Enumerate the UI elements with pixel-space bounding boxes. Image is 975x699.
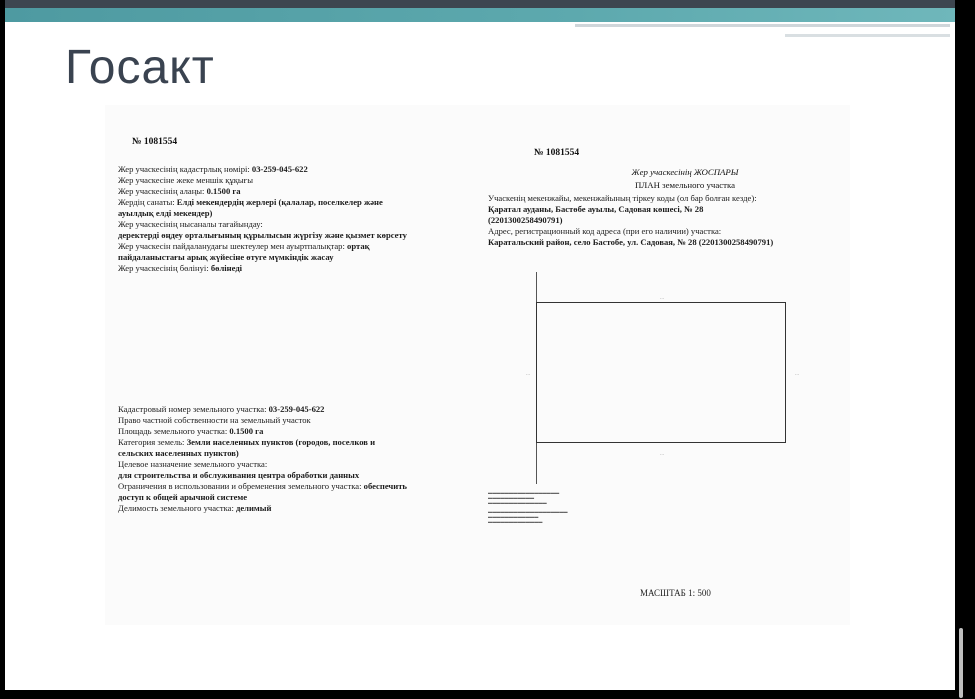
doc-line-label: Ограничения в использовании и обременения земельного участка:: [118, 481, 362, 491]
doc-line-label: Целевое назначение земельного участка:: [118, 459, 268, 469]
doc-line-value: Елді мекендердің жерлері (қалалар, поселкелер және: [174, 197, 383, 207]
slide-accent-bar: [5, 8, 955, 22]
doc-line: [118, 404, 478, 415]
doc-line: [118, 503, 478, 514]
dimension-mark: ···: [660, 452, 664, 457]
doc-line: [118, 470, 478, 481]
doc-line-label: Жер учаскесінің бөлінуі:: [118, 263, 209, 273]
doc-line: [118, 252, 478, 263]
doc-line: [118, 164, 478, 175]
doc-line: [488, 204, 828, 215]
doc-line: [118, 415, 478, 426]
land-plot-outline: [536, 302, 786, 443]
doc-line: [118, 208, 478, 219]
doc-ru-block: [118, 404, 478, 514]
doc-line: [118, 197, 478, 208]
doc-line-label: Жер учаскесіне жеке меншік құқығы: [118, 175, 253, 185]
doc-line-label: Учаскенің мекенжайы, мекенжайының тіркеу коды (ол бар болған кезде):: [488, 193, 757, 203]
doc-line: [488, 237, 828, 248]
dimension-mark: ···: [795, 372, 799, 377]
doc-line: [118, 230, 478, 241]
doc-line: [118, 186, 478, 197]
doc-line-value: 03-259-045-622: [266, 404, 325, 414]
doc-line-value: 0.1500 га: [227, 426, 264, 436]
doc-line-label: Жердің санаты:: [118, 197, 175, 207]
doc-line: [118, 175, 478, 186]
doc-line-value: сельских населенных пунктов): [118, 448, 239, 458]
doc-line: [118, 481, 478, 492]
dimension-mark: ···: [526, 372, 530, 377]
plan-title-ru: ПЛАН земельного участка: [634, 180, 736, 190]
doc-line-label: Категория земель:: [118, 437, 185, 447]
doc-line: [118, 459, 478, 470]
doc-line-label: Жер учаскесін пайдаланудағы шектеулер мен ауыртпалықтар:: [118, 241, 345, 251]
plan-scale: МАСШТАБ 1: 500: [640, 588, 711, 598]
doc-line-value: бөлінеді: [208, 263, 243, 273]
doc-number-kz: № 1081554: [132, 137, 178, 147]
doc-line-value: пайдаланыстағы арық жүйесіне өтуге мүмкіндік жасау: [118, 252, 334, 262]
doc-line-value: Каратальский район, село Бастобе, ул. Садовая, № 28 (2201300258490791): [488, 237, 774, 247]
doc-line-label: Жер учаскесінің алаңы:: [118, 186, 205, 196]
doc-line: [488, 226, 828, 237]
plan-footnote: ▬▬▬▬▬▬▬▬▬▬▬▬▬▬▬▬▬ ▬▬▬▬▬▬▬▬▬▬▬ ▬▬▬▬▬▬▬▬▬▬▬▬▬▬ ▬▬▬▬▬▬▬▬▬▬▬▬▬▬▬▬▬▬▬ ▬▬▬▬▬▬▬▬▬▬▬▬ ▬▬▬▬▬▬▬▬▬▬▬▬▬: [488, 490, 568, 524]
doc-line-label: Жер учаскесінің нысаналы тағайындау:: [118, 219, 263, 229]
doc-line: [488, 215, 828, 226]
doc-line: [118, 437, 478, 448]
decor-stripe: [785, 34, 950, 37]
doc-line-value: доступ к общей арычной системе: [118, 492, 248, 502]
plan-address-block: [488, 193, 828, 248]
doc-line-value: деректерді өңдеу орталығының құрылысын жүргізу және қызмет көрсету: [118, 230, 407, 240]
doc-line-value: ауылдық елді мекендер): [118, 208, 213, 218]
doc-line-label: Площадь земельного участка:: [118, 426, 228, 436]
doc-line: [118, 492, 478, 503]
doc-line: [118, 241, 478, 252]
doc-line-label: Делимость земельного участка:: [118, 503, 234, 513]
doc-line-label: Право частной собственности на земельный участок: [118, 415, 311, 425]
doc-line-value: (2201300258490791): [488, 215, 563, 225]
decor-stripe: [575, 24, 950, 27]
doc-line-label: Кадастровый номер земельного участка:: [118, 404, 267, 414]
doc-line: [118, 219, 478, 230]
plan-title-kz: Жер учаскесінің ЖОСПАРЫ: [631, 167, 739, 177]
doc-line-value: 0.1500 га: [204, 186, 241, 196]
doc-line: [118, 263, 478, 274]
doc-line-value: для строительства и обслуживания центра обработки данных: [118, 470, 360, 480]
doc-line: [118, 426, 478, 437]
doc-line-value: обеспечить: [361, 481, 407, 491]
doc-line-label: Жер учаскесінің кадастрлық нөмірі:: [118, 164, 250, 174]
doc-line-value: Қаратал ауданы, Бастөбе ауылы, Садовая көшесі, № 28: [488, 204, 704, 214]
doc-line-value: Земли населенных пунктов (городов, поселков и: [184, 437, 376, 447]
doc-line-value: делимый: [233, 503, 272, 513]
doc-line-value: 03-259-045-622: [249, 164, 308, 174]
scrollbar[interactable]: [959, 628, 963, 698]
doc-line-label: Адрес, регистрационный код адреса (при его наличии) участка:: [488, 226, 722, 236]
slide-title: Госакт: [65, 41, 215, 94]
doc-line: [488, 193, 828, 204]
plan-number: № 1081554: [534, 148, 580, 158]
dimension-mark: ···: [660, 296, 664, 301]
doc-line: [118, 448, 478, 459]
doc-kz-block: [118, 164, 478, 274]
doc-line-value: ортақ: [344, 241, 370, 251]
